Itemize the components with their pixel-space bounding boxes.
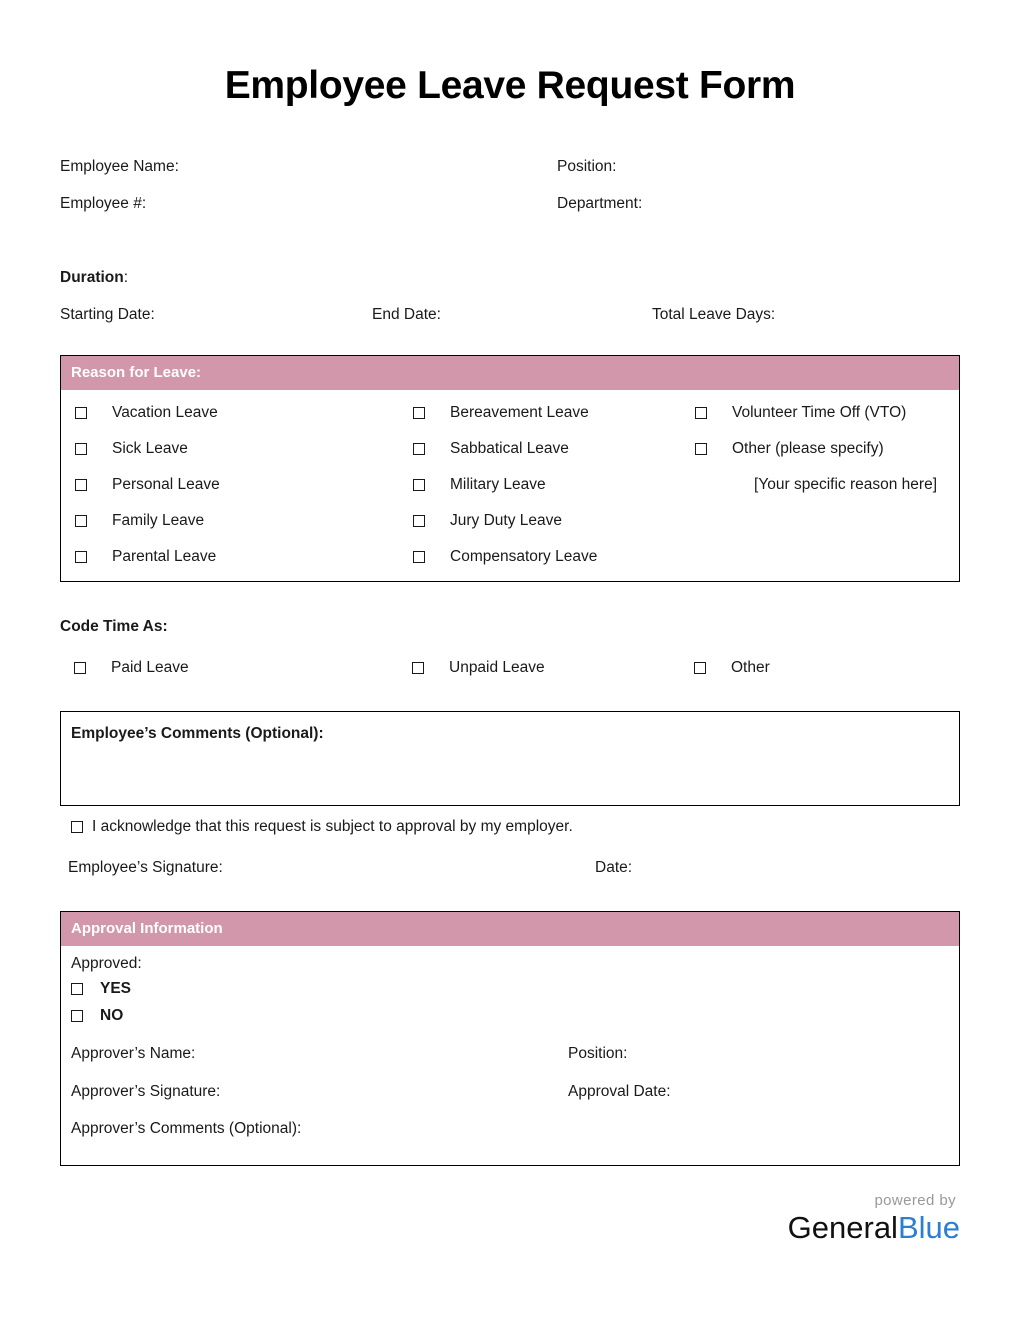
approval-information-section	[60, 911, 960, 1166]
duration-fields-row	[60, 307, 960, 323]
approval-date-label: Approval Date:	[568, 1082, 671, 1100]
checkbox-icon[interactable]	[413, 443, 425, 455]
checkbox-icon[interactable]	[695, 407, 707, 419]
reason-row	[61, 431, 959, 467]
reason-for-leave-options	[61, 390, 959, 581]
reason-option-family-leave[interactable]	[61, 512, 413, 530]
reason-option-vacation-leave[interactable]	[61, 404, 413, 422]
department-label: Department:	[557, 195, 643, 213]
employee-signature-row	[60, 860, 960, 876]
employee-comments-box[interactable]	[60, 711, 960, 806]
checkbox-icon[interactable]	[75, 407, 87, 419]
brand-name	[788, 1210, 960, 1245]
reason-for-leave-heading: Reason for Leave:	[61, 356, 959, 390]
approver-comments-label: Approver’s Comments (Optional):	[71, 1120, 302, 1138]
code-time-option-other[interactable]	[694, 659, 960, 677]
total-leave-days-label: Total Leave Days:	[652, 306, 776, 324]
reason-option-parental-leave[interactable]	[61, 548, 413, 566]
code-time-option-label: Other	[731, 658, 770, 676]
approved-yes-option[interactable]	[71, 980, 959, 998]
reason-option-label: Personal Leave	[112, 475, 220, 493]
approved-no-option[interactable]	[71, 1007, 959, 1025]
reason-option-label: Family Leave	[112, 511, 205, 529]
reason-option-label: Compensatory Leave	[450, 547, 598, 565]
code-time-option-label: Paid Leave	[111, 658, 189, 676]
approver-name-label: Approver’s Name:	[71, 1045, 196, 1063]
brand-name-general: General	[787, 1210, 898, 1245]
reason-option-label: Vacation Leave	[112, 403, 218, 421]
reason-option-label: Other (please specify)	[732, 439, 884, 457]
employee-signature-label: Employee’s Signature:	[68, 858, 223, 876]
brand-name-blue: Blue	[897, 1210, 960, 1245]
checkbox-icon[interactable]	[71, 983, 83, 995]
code-time-as-heading: Code Time As:	[60, 617, 168, 635]
checkbox-icon[interactable]	[75, 515, 87, 527]
code-time-option-unpaid-leave[interactable]	[412, 659, 694, 677]
reason-row	[61, 539, 959, 575]
checkbox-icon[interactable]	[412, 662, 424, 674]
duration-heading: Duration	[60, 268, 124, 286]
duration-heading-row	[60, 270, 960, 286]
code-time-as-section	[60, 618, 960, 686]
code-time-option-paid-leave[interactable]	[60, 659, 412, 677]
reason-option-label: Sick Leave	[112, 439, 188, 457]
reason-option-personal-leave[interactable]	[61, 476, 413, 494]
approver-signature-label: Approver’s Signature:	[71, 1082, 221, 1100]
code-time-as-options	[60, 650, 960, 686]
checkbox-icon[interactable]	[413, 515, 425, 527]
generalblue-logo	[788, 1193, 960, 1243]
reason-option-jury-duty-leave[interactable]	[413, 512, 695, 530]
checkbox-icon[interactable]	[74, 662, 86, 674]
reason-row	[61, 395, 959, 431]
code-time-option-label: Unpaid Leave	[449, 658, 545, 676]
checkbox-icon[interactable]	[71, 1010, 83, 1022]
checkbox-icon[interactable]	[75, 479, 87, 491]
reason-row	[61, 503, 959, 539]
approved-yes-label: YES	[100, 980, 132, 998]
checkbox-icon[interactable]	[413, 479, 425, 491]
employee-name-row	[60, 159, 960, 175]
approval-information-body	[61, 946, 959, 1165]
employee-number-row	[60, 196, 960, 212]
checkbox-icon[interactable]	[694, 662, 706, 674]
reason-option-label: Parental Leave	[112, 547, 217, 565]
reason-option-label: Bereavement Leave	[450, 403, 589, 421]
employee-comments-heading: Employee’s Comments (Optional):	[71, 724, 324, 742]
page-title: Employee Leave Request Form	[224, 64, 796, 107]
reason-option-bereavement-leave[interactable]	[413, 404, 695, 422]
reason-option-other-please-specify[interactable]	[695, 440, 959, 458]
reason-option-volunteer-time-off[interactable]	[695, 404, 959, 422]
approval-information-heading: Approval Information	[61, 912, 959, 946]
acknowledgement-row[interactable]	[60, 818, 960, 836]
reason-option-label: Military Leave	[450, 475, 546, 493]
checkbox-icon[interactable]	[75, 443, 87, 455]
approved-no-label: NO	[100, 1007, 124, 1025]
position-label: Position:	[557, 157, 617, 175]
checkbox-icon[interactable]	[413, 551, 425, 563]
reason-option-label: Volunteer Time Off (VTO)	[732, 403, 907, 421]
reason-option-military-leave[interactable]	[413, 476, 695, 494]
starting-date-label: Starting Date:	[60, 306, 155, 324]
reason-option-label: Jury Duty Leave	[450, 511, 562, 529]
reason-row	[61, 467, 959, 503]
reason-option-compensatory-leave[interactable]	[413, 548, 695, 566]
reason-for-leave-section	[60, 355, 960, 582]
approved-label: Approved:	[71, 954, 142, 972]
other-reason-placeholder-text: [Your specific reason here]	[754, 475, 937, 493]
end-date-label: End Date:	[372, 306, 441, 324]
reason-option-sick-leave[interactable]	[61, 440, 413, 458]
reason-option-label: Sabbatical Leave	[450, 439, 569, 457]
duration-heading-colon: :	[123, 268, 129, 286]
checkbox-icon[interactable]	[413, 407, 425, 419]
employee-name-label: Employee Name:	[60, 157, 179, 175]
approver-comments-row[interactable]	[71, 1121, 959, 1137]
approver-position-label: Position:	[568, 1045, 628, 1063]
acknowledgement-text: I acknowledge that this request is subject to approval by my employer.	[92, 817, 573, 835]
form-content	[60, 0, 960, 1166]
approver-name-row	[71, 1046, 959, 1062]
reason-option-sabbatical-leave[interactable]	[413, 440, 695, 458]
approver-signature-row	[71, 1084, 959, 1100]
employee-signature-date-label: Date:	[595, 858, 633, 876]
checkbox-icon[interactable]	[71, 821, 83, 833]
checkbox-icon[interactable]	[75, 551, 87, 563]
powered-by-label: powered by	[874, 1192, 956, 1209]
checkbox-icon[interactable]	[695, 443, 707, 455]
employee-number-label: Employee #:	[60, 195, 147, 213]
